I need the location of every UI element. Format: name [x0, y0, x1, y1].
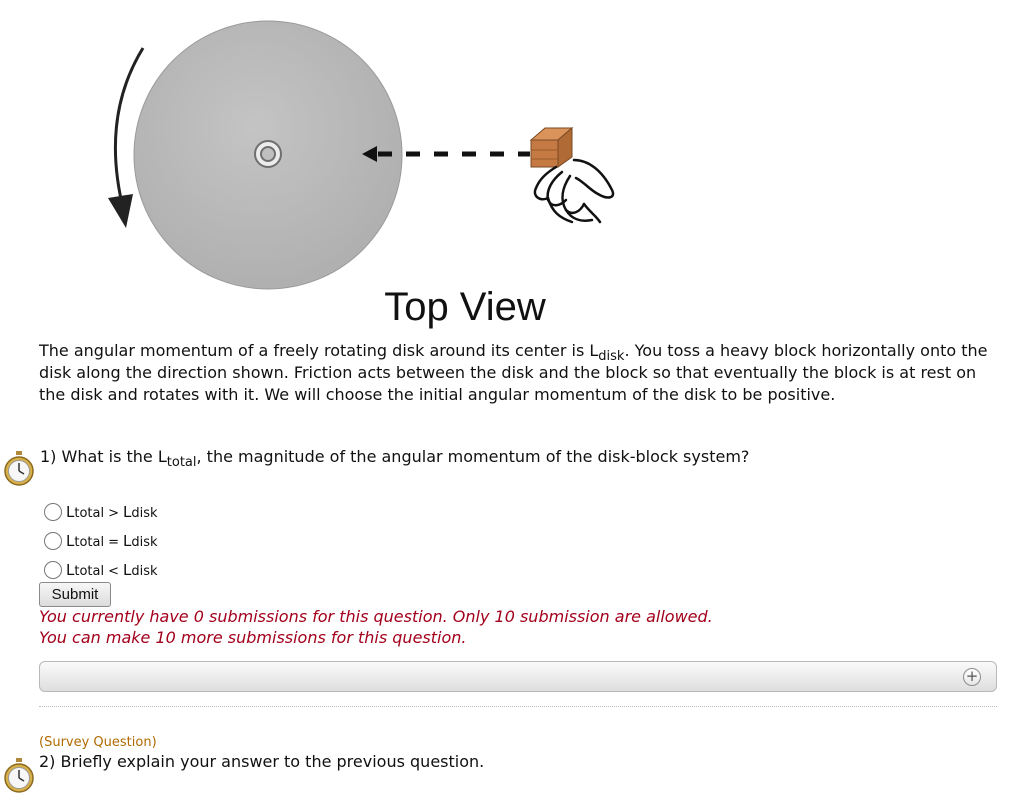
submissions-remaining-text: You can make 10 more submissions for this question. [39, 628, 467, 647]
plus-icon[interactable]: + [963, 668, 981, 686]
option-equal-label: L total = L disk [66, 531, 158, 550]
option-symbol: L [123, 502, 132, 521]
hint-expand-bar[interactable] [39, 661, 997, 692]
section-divider [39, 706, 997, 707]
option-less[interactable] [44, 555, 158, 584]
answer-options [44, 497, 158, 584]
radio-option-equal[interactable] [44, 532, 62, 550]
stopwatch-icon [3, 450, 35, 488]
intro-text-part2: . You toss a heavy block horizontally onto the disk along the direction shown. Friction acts between the disk and the block so that eventually the block is at rest on the disk and rotates with it. We will choose the initial angular momentum of the disk to be positive. [39, 341, 988, 404]
option-operator: = [108, 534, 119, 550]
q1-subscript: total [166, 455, 197, 470]
rotation-arrowhead [108, 194, 133, 228]
option-operator: < [108, 563, 119, 579]
intro-subscript: disk [598, 349, 625, 364]
stopwatch-icon [3, 757, 35, 795]
option-symbol: L [123, 560, 132, 579]
option-equal[interactable] [44, 526, 158, 555]
radio-option-less[interactable] [44, 561, 62, 579]
problem-description [39, 340, 989, 406]
submit-button[interactable]: Submit [39, 582, 111, 607]
option-greater[interactable] [44, 497, 158, 526]
question-2-text: 2) Briefly explain your answer to the previous question. [39, 752, 485, 771]
option-operator: > [108, 505, 119, 521]
intro-text-part1: The angular momentum of a freely rotating disk around its center is L [39, 341, 599, 360]
option-symbol: L [66, 502, 75, 521]
q1-text-part2: , the magnitude of the angular momentum of the disk-block system? [196, 447, 750, 466]
option-symbol: L [66, 531, 75, 550]
survey-question-tag: (Survey Question) [39, 735, 157, 750]
radio-option-greater[interactable] [44, 503, 62, 521]
option-greater-label: L total > L disk [66, 502, 158, 521]
submission-notice [39, 606, 939, 648]
disk-center-axle [255, 141, 281, 167]
question-1-text [40, 446, 940, 468]
hand [535, 160, 613, 222]
figure-caption: Top View [384, 285, 546, 329]
option-symbol: L [66, 560, 75, 579]
submission-count-text: You currently have 0 submissions for this question. Only 10 submission are allowed. [39, 607, 713, 626]
q1-text-part1: 1) What is the L [40, 447, 167, 466]
top-view-figure [0, 0, 1024, 340]
option-less-label: L total < L disk [66, 560, 158, 579]
block [531, 128, 572, 167]
option-symbol: L [123, 531, 132, 550]
